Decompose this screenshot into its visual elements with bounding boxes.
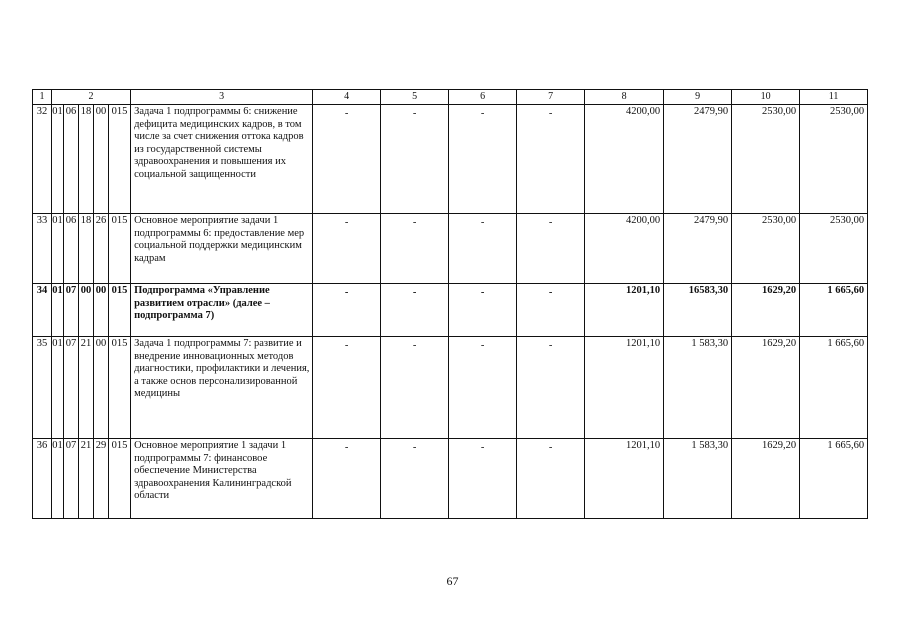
code-subprogram: 06 (64, 105, 79, 214)
code-program: 01 (52, 439, 64, 519)
header-cell-10: 10 (732, 90, 800, 105)
cell-col-10: 2530,00 (732, 105, 800, 214)
code-event: 00 (94, 337, 109, 439)
cell-col-7: - (517, 214, 585, 284)
row-number: 33 (33, 214, 52, 284)
code-program: 01 (52, 214, 64, 284)
code-task: 00 (79, 284, 94, 337)
cell-col-11: 1 665,60 (800, 284, 868, 337)
cell-col-4: - (313, 214, 381, 284)
row-number: 35 (33, 337, 52, 439)
cell-col-9: 16583,30 (664, 284, 732, 337)
cell-col-10: 2530,00 (732, 214, 800, 284)
cell-col-8: 1201,10 (585, 439, 664, 519)
cell-col-5: - (381, 284, 449, 337)
cell-col-9: 1 583,30 (664, 337, 732, 439)
cell-col-8: 1201,10 (585, 284, 664, 337)
cell-col-6: - (449, 439, 517, 519)
cell-col-7: - (517, 439, 585, 519)
code-subprogram: 07 (64, 337, 79, 439)
header-cell-1: 1 (33, 90, 52, 105)
row-description: Основное мероприятие задачи 1 подпрограммы 6: предоставление мер социальной поддержки медицинским кадрам (131, 214, 313, 284)
cell-col-5: - (381, 337, 449, 439)
cell-col-4: - (313, 439, 381, 519)
code-event: 26 (94, 214, 109, 284)
header-cell-5: 5 (381, 90, 449, 105)
cell-col-8: 4200,00 (585, 105, 664, 214)
cell-col-6: - (449, 105, 517, 214)
cell-col-5: - (381, 214, 449, 284)
cell-col-8: 4200,00 (585, 214, 664, 284)
code-program: 01 (52, 337, 64, 439)
cell-col-10: 1629,20 (732, 284, 800, 337)
code-department: 015 (109, 214, 131, 284)
code-subprogram: 07 (64, 439, 79, 519)
row-number: 32 (33, 105, 52, 214)
header-cell-9: 9 (664, 90, 732, 105)
cell-col-4: - (313, 105, 381, 214)
cell-col-7: - (517, 337, 585, 439)
cell-col-7: - (517, 105, 585, 214)
cell-col-6: - (449, 214, 517, 284)
code-task: 21 (79, 337, 94, 439)
cell-col-10: 1629,20 (732, 439, 800, 519)
code-department: 015 (109, 337, 131, 439)
budget-table (32, 89, 868, 519)
header-cell-11: 11 (800, 90, 868, 105)
cell-col-9: 1 583,30 (664, 439, 732, 519)
cell-col-11: 1 665,60 (800, 439, 868, 519)
code-task: 21 (79, 439, 94, 519)
code-department: 015 (109, 284, 131, 337)
header-cell-6: 6 (449, 90, 517, 105)
code-event: 00 (94, 105, 109, 214)
row-description: Задача 1 подпрограммы 6: снижение дефицита медицинских кадров, в том числе за счет снижения оттока кадров из государственной системы здравоохранения и повышения их социальной защищенности (131, 105, 313, 214)
code-event: 00 (94, 284, 109, 337)
header-cell-7: 7 (517, 90, 585, 105)
table-header-row (33, 90, 868, 105)
row-description: Задача 1 подпрограммы 7: развитие и внедрение инновационных методов диагностики, профилактики и лечения, а также основ персонализированной медицины (131, 337, 313, 439)
code-task: 18 (79, 105, 94, 214)
table-row (33, 284, 868, 337)
cell-col-9: 2479,90 (664, 214, 732, 284)
cell-col-11: 2530,00 (800, 105, 868, 214)
cell-col-6: - (449, 284, 517, 337)
row-number: 36 (33, 439, 52, 519)
cell-col-11: 1 665,60 (800, 337, 868, 439)
cell-col-8: 1201,10 (585, 337, 664, 439)
header-cell-4: 4 (313, 90, 381, 105)
cell-col-5: - (381, 105, 449, 214)
row-number: 34 (33, 284, 52, 337)
table-row (33, 214, 868, 284)
code-task: 18 (79, 214, 94, 284)
cell-col-4: - (313, 284, 381, 337)
row-description: Основное мероприятие 1 задачи 1 подпрограммы 7: финансовое обеспечение Министерства здравоохранения Калининградской области (131, 439, 313, 519)
table-row (33, 105, 868, 214)
code-program: 01 (52, 284, 64, 337)
code-subprogram: 07 (64, 284, 79, 337)
code-program: 01 (52, 105, 64, 214)
table-row (33, 337, 868, 439)
cell-col-10: 1629,20 (732, 337, 800, 439)
header-cell-8: 8 (585, 90, 664, 105)
code-subprogram: 06 (64, 214, 79, 284)
cell-col-11: 2530,00 (800, 214, 868, 284)
code-event: 29 (94, 439, 109, 519)
table-row (33, 439, 868, 519)
cell-col-6: - (449, 337, 517, 439)
cell-col-4: - (313, 337, 381, 439)
cell-col-7: - (517, 284, 585, 337)
header-cell-3: 3 (131, 90, 313, 105)
row-description: Подпрограмма «Управление развитием отрасли» (далее – подпрограмма 7) (131, 284, 313, 337)
cell-col-5: - (381, 439, 449, 519)
header-cell-2: 2 (52, 90, 131, 105)
code-department: 015 (109, 105, 131, 214)
page-number: 67 (446, 574, 459, 588)
cell-col-9: 2479,90 (664, 105, 732, 214)
code-department: 015 (109, 439, 131, 519)
